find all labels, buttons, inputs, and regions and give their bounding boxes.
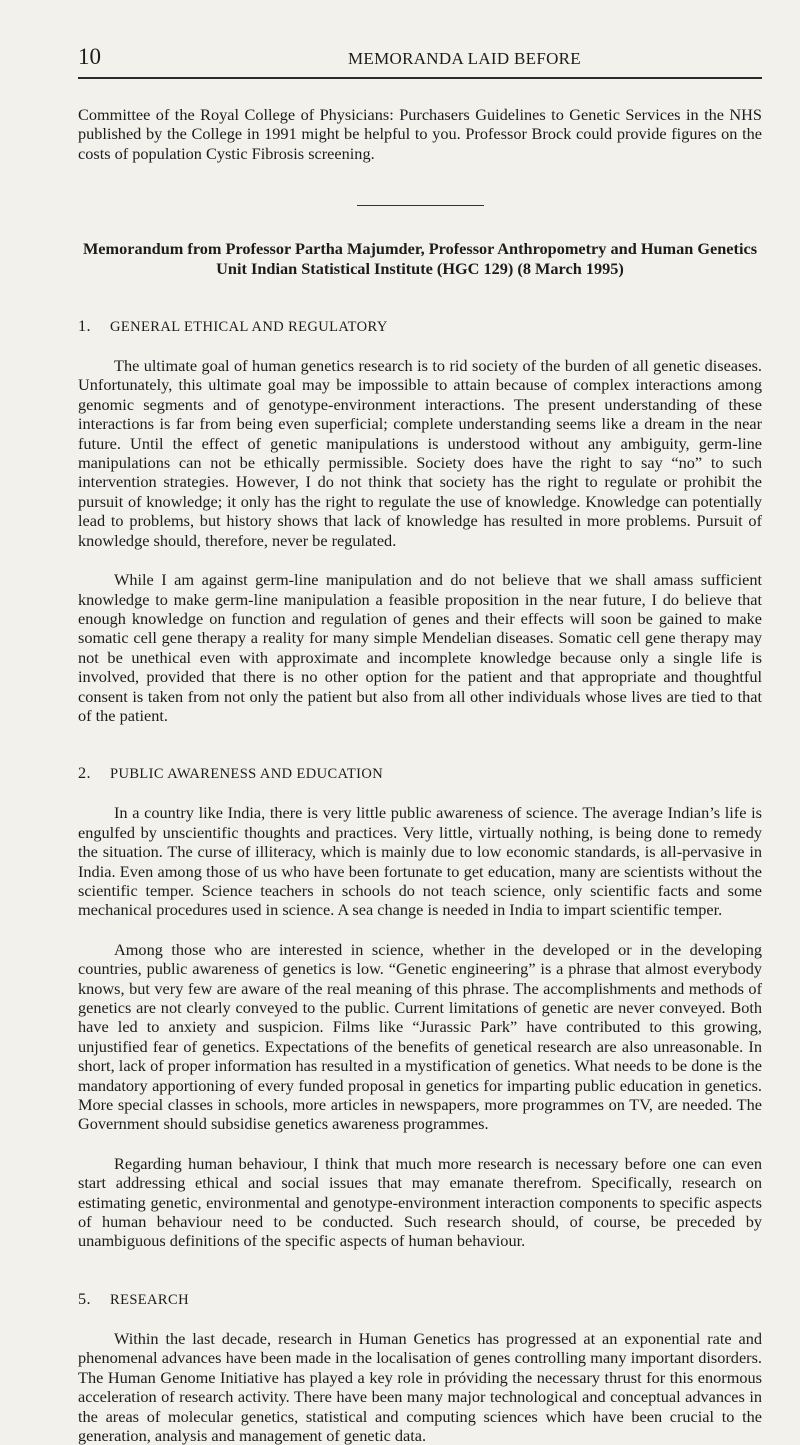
memorandum-title: Memorandum from Professor Partha Majumder, Professor Anthropometry and Human Genetics Unit Indian Statistical Institute (HGC 129) (8 March 1995) [82,239,758,278]
section-number: 2. [78,763,92,783]
header-rule [78,77,762,79]
body-paragraph: The ultimate goal of human genetics research is to rid society of the burden of all genetic diseases. Unfortunately, this ultimate goal may be impossible to attain because of complex interactions among genomic segments and of genotype-environment interactions. The present understanding of these interactions is far from being even superficial; complete understanding seems like a dream in the near future. Until the effect of genetic manipulations is understood without any ambiguity, germ-line manipulations can not be ethically permissible. Society does have the right to say “no” to such intervention strategies. However, I do not think that society has the right to regulate or prohibit the pursuit of knowledge; it only has the right to regulate the use of knowledge. Knowledge can potentially lead to problems, but history shows that lack of knowledge has resulted in more problems. Pursuit of knowledge should, therefore, never be regulated. [78,356,762,550]
page-header [78,0,762,70]
body-paragraph: In a country like India, there is very little public awareness of science. The average Indian’s life is engulfed by unscientific thoughts and practices. Very little, virtually nothing, is being done to remedy the situation. The curse of illiteracy, which is mainly due to low economic standards, is all-pervasive in India. Even among those of us who have been fortunate to get education, many are scientists without the scientific temper. Science teachers in schools do not teach science, only scientific facts and some mechanical procedures used in science. A sea change is needed in India to impart scientific temper. [78,803,762,920]
section-number: 5. [78,1288,92,1308]
body-paragraph: While I am against germ-line manipulation and do not believe that we shall amass sufficient knowledge to make germ-line manipulation a feasible proposition in the near future, I do believe that enough knowledge on function and regulation of genes and their effects will soon be gained to make somatic cell gene therapy a reality for many simple Mendelian diseases. Somatic cell gene therapy may not be unethical even with approximate and incomplete knowledge because only a single life is involved, provided that there is no other option for the patient and that appropriate and thoughtful consent is taken from not only the patient but also from all other individuals whose lives are tied to that of the patient. [78,570,762,725]
section-divider [357,205,484,206]
section-heading-research [78,1289,762,1309]
section-heading-public-awareness [78,763,762,783]
section-title: PUBLIC AWARENESS AND EDUCATION [110,766,384,783]
body-paragraph: Regarding human behaviour, I think that much more research is necessary before one can even start addressing ethical and social issues that may emanate therefrom. Specifically, research on estimating genetic, environmental and genotype-environment interaction components to specific aspects of human behaviour need to be conducted. Such research should, of course, be preceded by unambiguous definitions of the specific aspects of human behaviour. [78,1153,762,1251]
section-title: RESEARCH [110,1291,189,1308]
page-number: 10 [78,44,101,69]
section-heading-general-ethical [78,316,762,336]
intro-paragraph: Committee of the Royal College of Physicians: Purchasers Guidelines to Genetic Services in the NHS published by the College in 1991 might be helpful to you. Professor Brock could provide figures on the costs of population Cystic Fibrosis screening. [78,105,762,163]
running-head: MEMORANDA LAID BEFORE [348,49,581,68]
section-number: 1. [78,316,92,336]
body-paragraph: Among those who are interested in science, whether in the developed or in the developing countries, public awareness of genetics is low. “Genetic engineering” is a phrase that almost everybody knows, but very few are aware of the real meaning of this phrase. The accomplishments and methods of genetics are not clearly conveyed to the public. Current limitations of genetic are never conveyed. Both have led to anxiety and suspicion. Films like “Jurassic Park” have contributed to this growing, unjustified fear of genetics. Expectations of the benefits of genetical research are also unreasonable. In short, lack of proper information has resulted in a mystification of genetics. What needs to be done is the mandatory apportioning of every funded proposal in genetics for imparting public education in genetics. More special classes in schools, more articles in newspapers, more programmes on TV, are needed. The Government should subsidise genetics awareness programmes. [78,939,762,1134]
body-paragraph: Within the last decade, research in Human Genetics has progressed at an exponential rate and phenomenal advances have been made in the localisation of genes controlling many important disorders. The Human Genome Initiative has played a key role in próviding the necessary thrust for this enormous acceleration of research activity. There have been many major technological and conceptual advances in the areas of molecular genetics, statistical and computing sciences which have been crucial to the generation, analysis and management of genetic data. [78,1328,762,1445]
section-title: GENERAL ETHICAL AND REGULATORY [110,319,388,336]
